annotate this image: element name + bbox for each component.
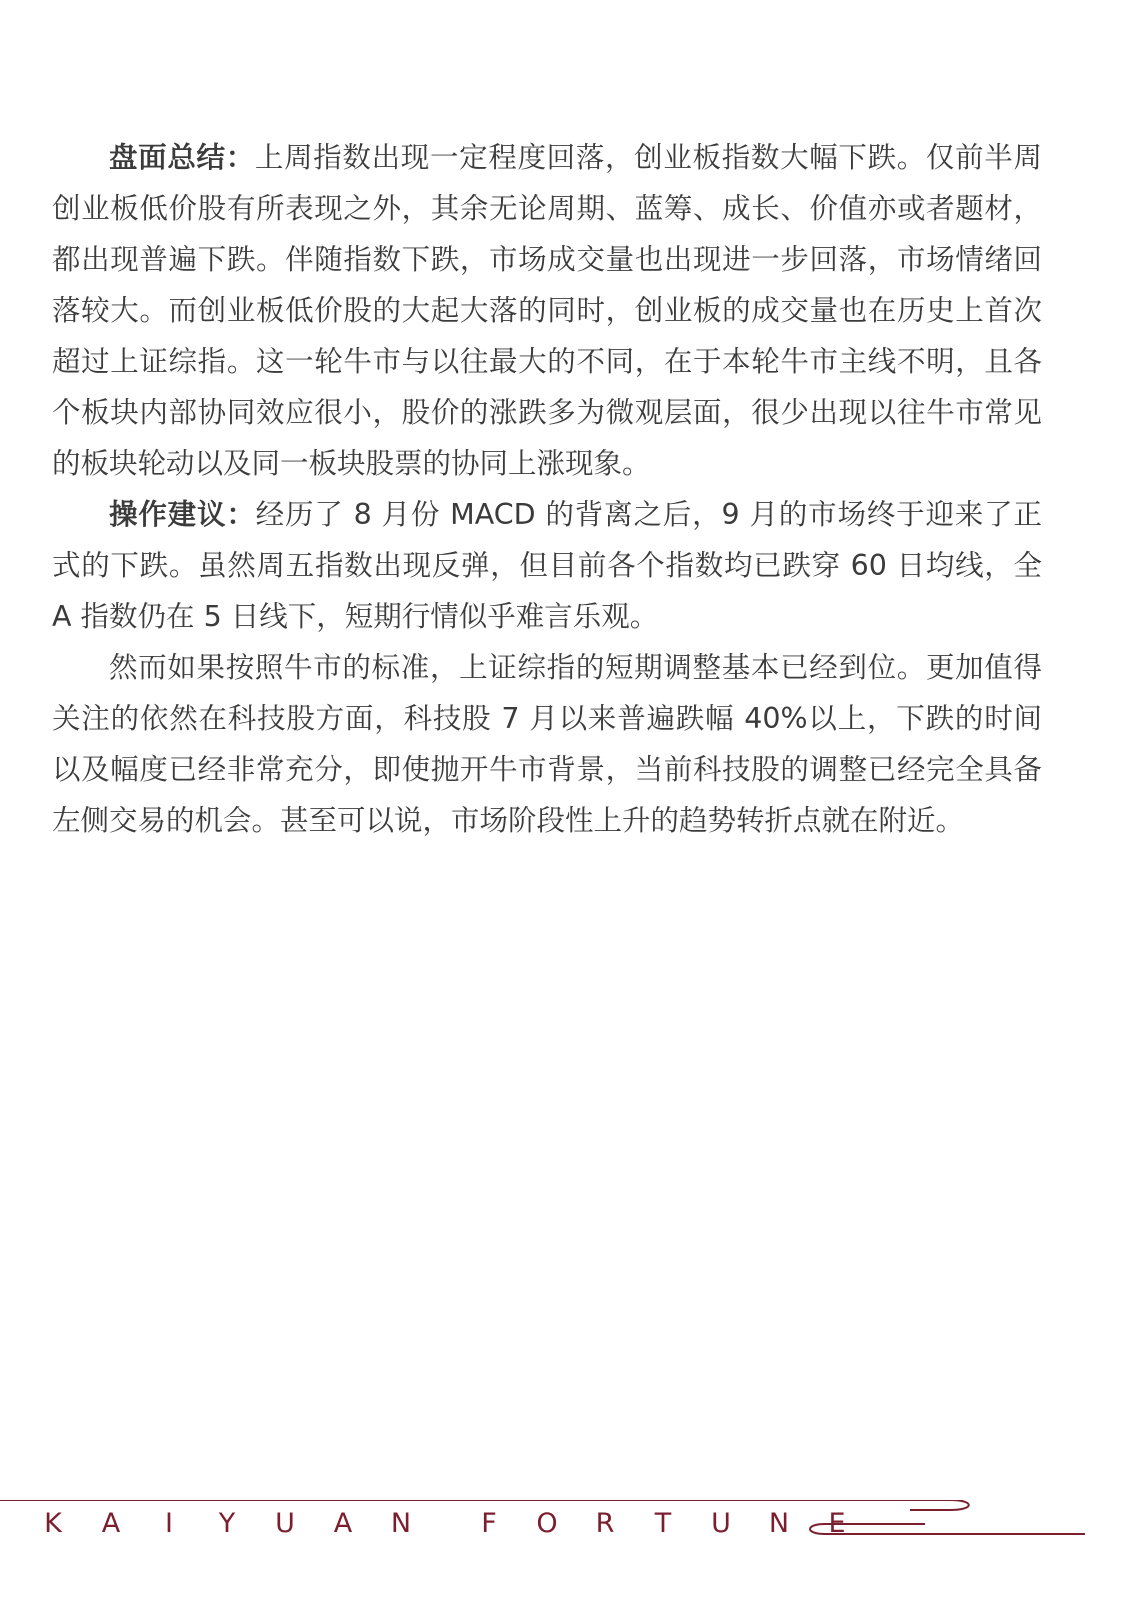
brand-letter: E — [828, 1508, 846, 1539]
brand-letter: N — [390, 1508, 412, 1539]
paragraph-operation-advice — [52, 489, 1042, 642]
brand-wordmark — [24, 1508, 866, 1539]
paragraph-text: 经历了 8 月份 MACD 的背离之后，9 月的市场终于迎来了正式的下跌。虽然周五指数出现反弹，但目前各个指数均已跌穿 60 日均线，全 A 指数仍在 5 日线下，短期行情似乎难言乐观。 — [52, 498, 1042, 633]
paragraph-text: 上周指数出现一定程度回落，创业板指数大幅下跌。仅前半周创业板低价股有所表现之外，其余无论周期、蓝筹、成长、价值亦或者题材，都出现普遍下跌。伴随指数下跌，市场成交量也出现进一步回落，市场情绪回落较大。而创业板低价股的大起大落的同时，创业板的成交量也在历史上首次超过上证综指。这一轮牛市与以往最大的不同，在于本轮牛市主线不明，且各个板块内部协同效应很小，股价的涨跌多为微观层面，很少出现以往牛市常见的板块轮动以及同一板块股票的协同上涨现象。 — [52, 141, 1042, 480]
document-body — [52, 132, 1042, 846]
brand-letter: I — [165, 1508, 173, 1539]
footer-brand-bar — [0, 1500, 1130, 1580]
paragraph-market-summary — [52, 132, 1042, 489]
brand-letter: A — [101, 1508, 121, 1539]
brand-letter: K — [44, 1508, 62, 1539]
paragraph-lead: 盘面总结： — [109, 141, 255, 174]
paragraph-outlook — [52, 642, 1042, 846]
brand-letter: Y — [218, 1508, 236, 1539]
brand-letter: F — [481, 1508, 497, 1539]
brand-letter: T — [654, 1508, 672, 1539]
paragraph-lead: 操作建议： — [109, 498, 256, 531]
brand-letter: O — [536, 1508, 558, 1539]
brand-letter: N — [768, 1508, 790, 1539]
paragraph-text: 然而如果按照牛市的标准，上证综指的短期调整基本已经到位。更加值得关注的依然在科技股方面，科技股 7 月以来普遍跌幅 40%以上，下跌的时间以及幅度已经非常充分，即使抛开牛市背景，当前科技股的调整已经完全具备左侧交易的机会。甚至可以说，市场阶段性上升的趋势转折点就在附近。 — [52, 651, 1042, 837]
brand-letter: U — [275, 1508, 295, 1539]
brand-letter: U — [711, 1508, 731, 1539]
brand-letter: R — [595, 1508, 615, 1539]
brand-letter: A — [333, 1508, 353, 1539]
